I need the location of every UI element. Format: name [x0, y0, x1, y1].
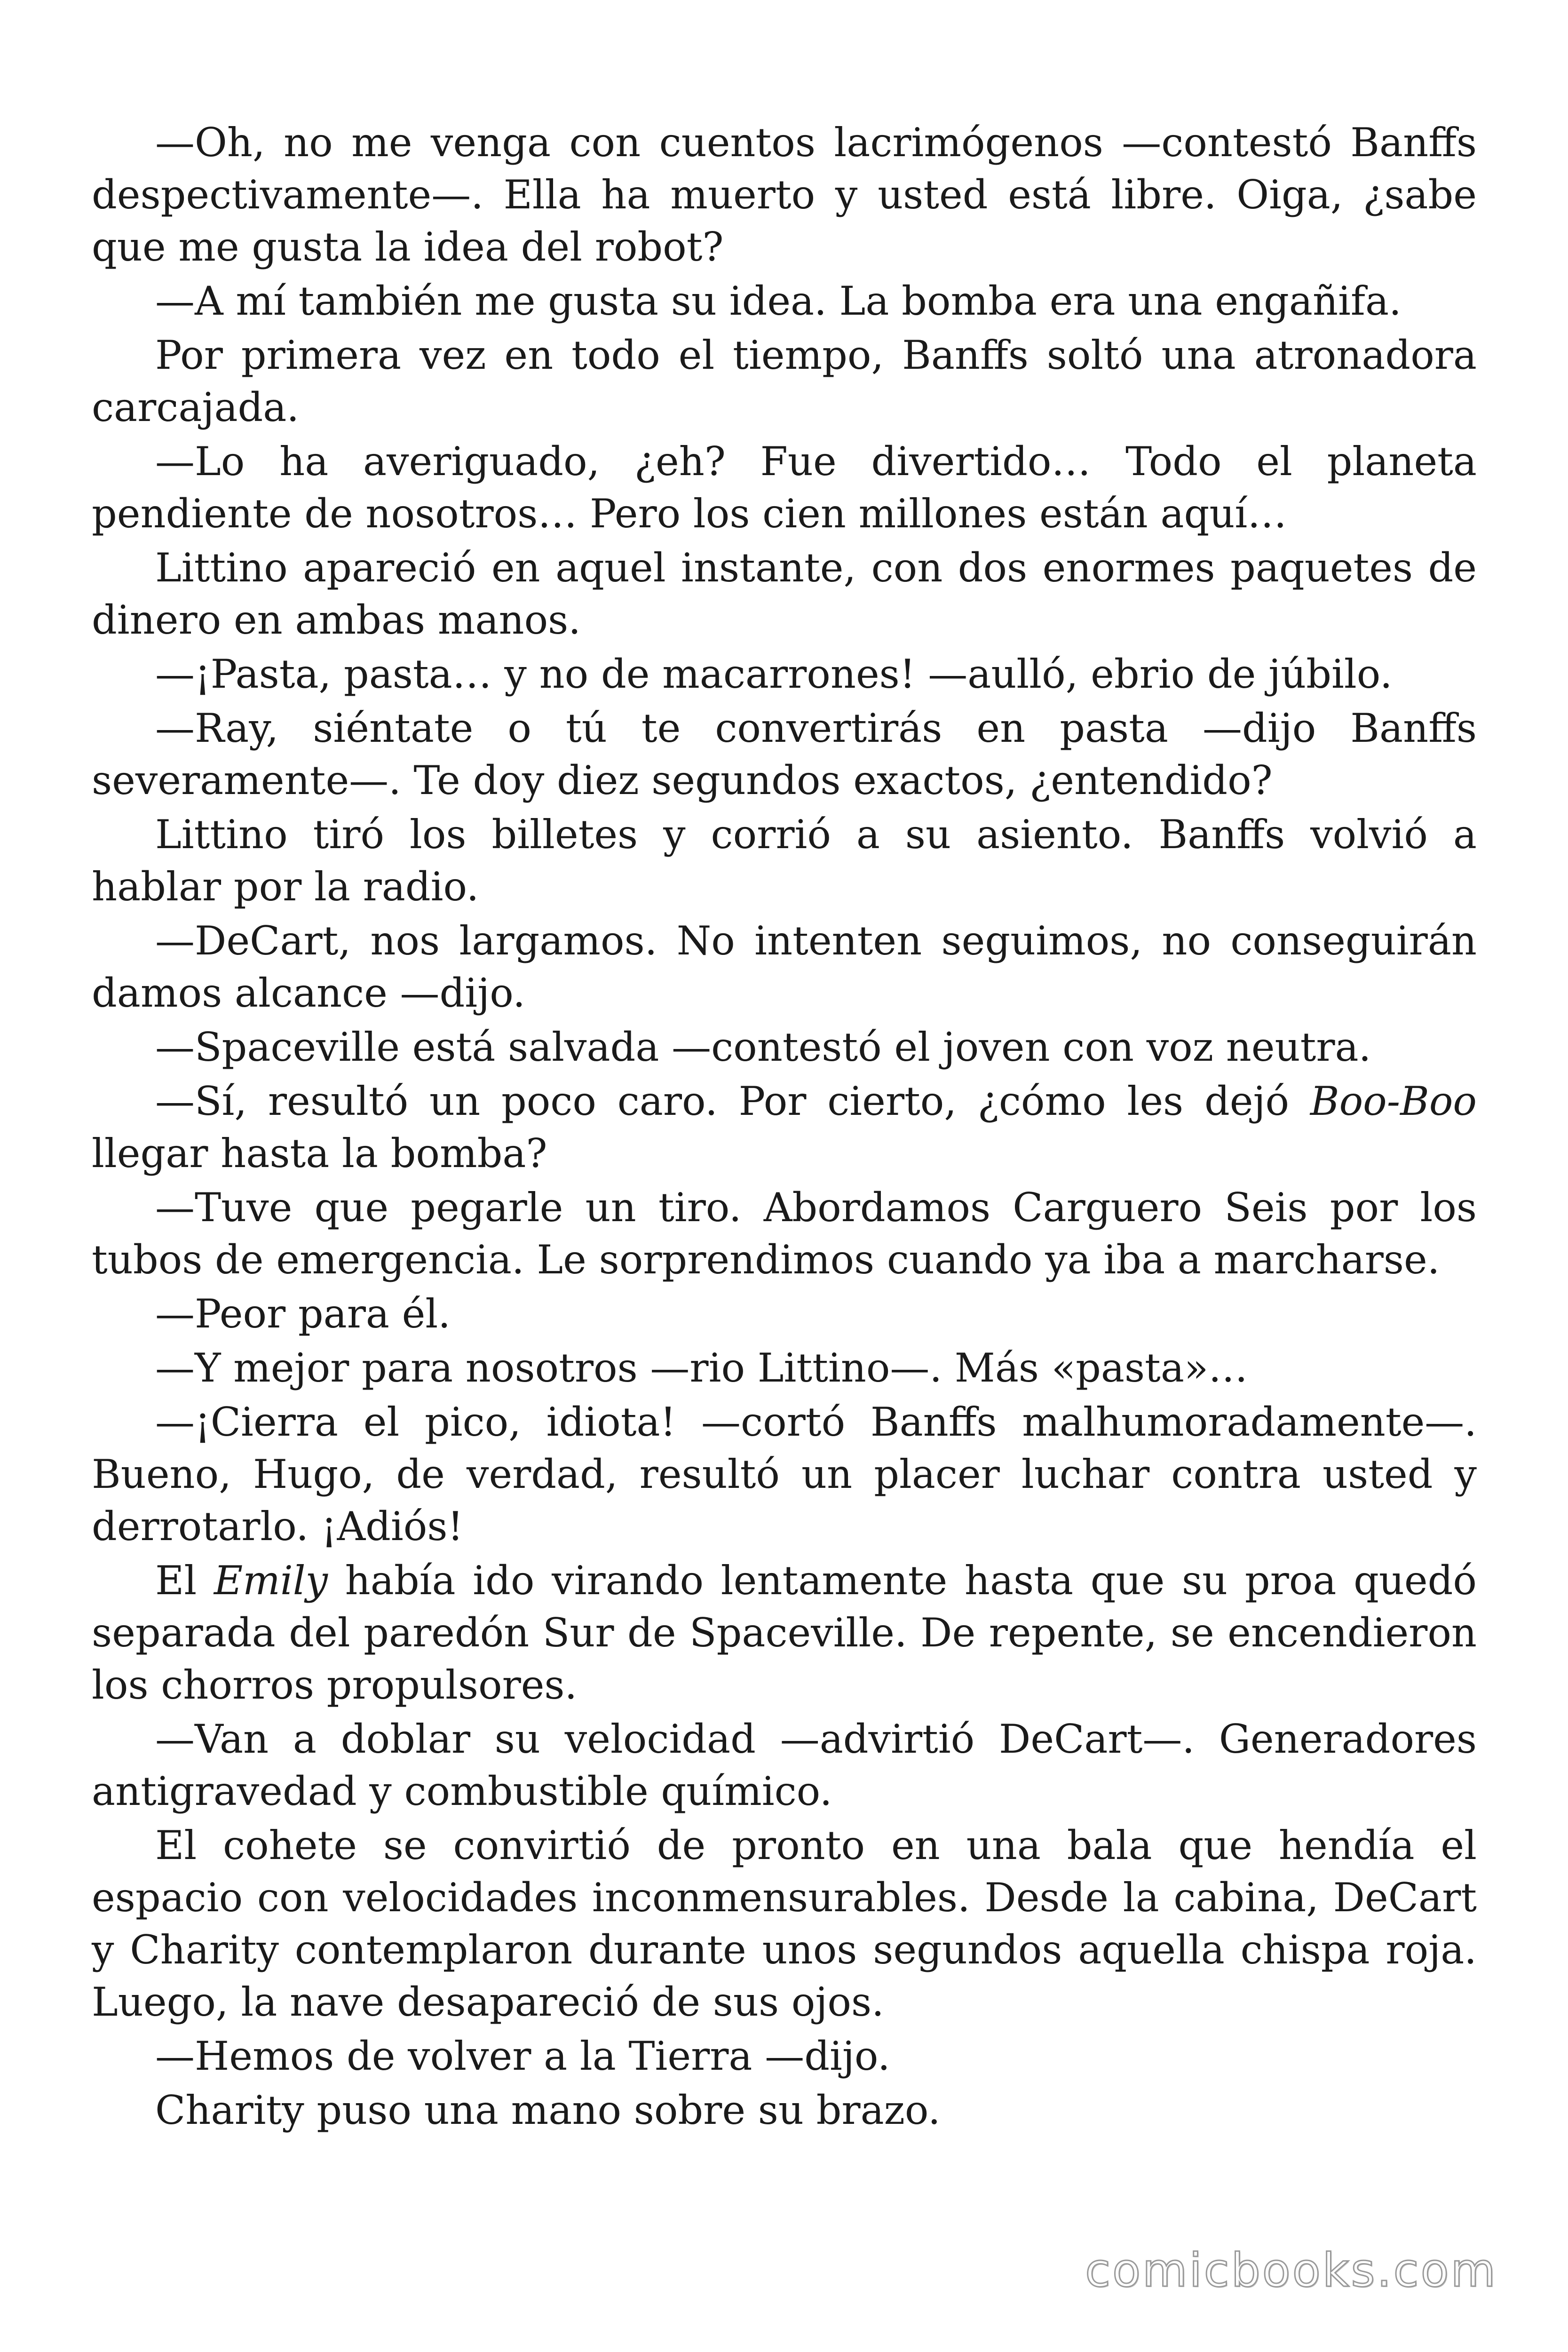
paragraph: Por primera vez en todo el tiempo, Banffs soltó una atronadora carcajada. [92, 332, 1477, 430]
paragraph: —DeCart, nos largamos. No intenten seguimos, no conseguirán damos alcance —dijo. [92, 918, 1477, 1016]
paragraph: Charity puso una mano sobre su brazo. [155, 2087, 941, 2133]
paragraph: —Peor para él. [155, 1291, 451, 1337]
paragraph: Littino apareció en aquel instante, con dos enormes paquetes de dinero en ambas manos. [92, 545, 1477, 643]
paragraph: —¡Cierra el pico, idiota! —cortó Banffs malhumoradamente—. Bueno, Hugo, de verdad, resultó un placer luchar contra usted y derrotarlo. ¡Adiós! [92, 1399, 1477, 1549]
body-text [92, 117, 1477, 2138]
paragraph: El Emily había ido virando lentamente hasta que su proa quedó separada del paredón Sur de Spaceville. De repente, se encendieron los chorros propulsores. [92, 1557, 1477, 1708]
paragraph: —Spaceville está salvada —contestó el joven con voz neutra. [155, 1024, 1371, 1070]
watermark: comicbooks.com [1085, 2244, 1497, 2297]
paragraph: —Van a doblar su velocidad —advirtió DeCart—. Generadores antigravedad y combustible químico. [92, 1716, 1477, 1814]
italic-ship-name: Boo-Boo [1310, 1078, 1477, 1124]
paragraph: —Lo ha averiguado, ¿eh? Fue divertido… Todo el planeta pendiente de nosotros… Pero los cien millones están aquí… [92, 438, 1477, 537]
paragraph: —¡Pasta, pasta… y no de macarrones! —aulló, ebrio de júbilo. [155, 651, 1393, 697]
paragraph: —Y mejor para nosotros —rio Littino—. Más «pasta»… [155, 1345, 1248, 1391]
paragraph: —Oh, no me venga con cuentos lacrimógenos —contestó Banffs despectivamente—. Ella ha muerto y usted está libre. Oiga, ¿sabe que me gusta la idea del robot? [92, 119, 1477, 270]
paragraph: —Sí, resultó un poco caro. Por cierto, ¿cómo les dejó Boo-Boo llegar hasta la bomba? [92, 1078, 1477, 1176]
paragraph: —A mí también me gusta su idea. La bomba era una engañifa. [155, 278, 1402, 324]
paragraph: El cohete se convirtió de pronto en una bala que hendía el espacio con velocidades inconmensurables. Desde la cabina, DeCart y Charity contemplaron durante unos segundos aquella chispa roja. Luego, la nave desapareció de sus ojos. [92, 1822, 1477, 2025]
paragraph: —Hemos de volver a la Tierra —dijo. [155, 2033, 890, 2079]
italic-ship-name: Emily [214, 1557, 328, 1604]
paragraph: —Tuve que pegarle un tiro. Abordamos Carguero Seis por los tubos de emergencia. Le sorprendimos cuando ya iba a marcharse. [92, 1184, 1477, 1283]
paragraph: —Ray, siéntate o tú te convertirás en pasta —dijo Banffs severamente—. Te doy diez segundos exactos, ¿entendido? [92, 705, 1477, 803]
paragraph: Littino tiró los billetes y corrió a su asiento. Banffs volvió a hablar por la radio. [92, 811, 1477, 910]
